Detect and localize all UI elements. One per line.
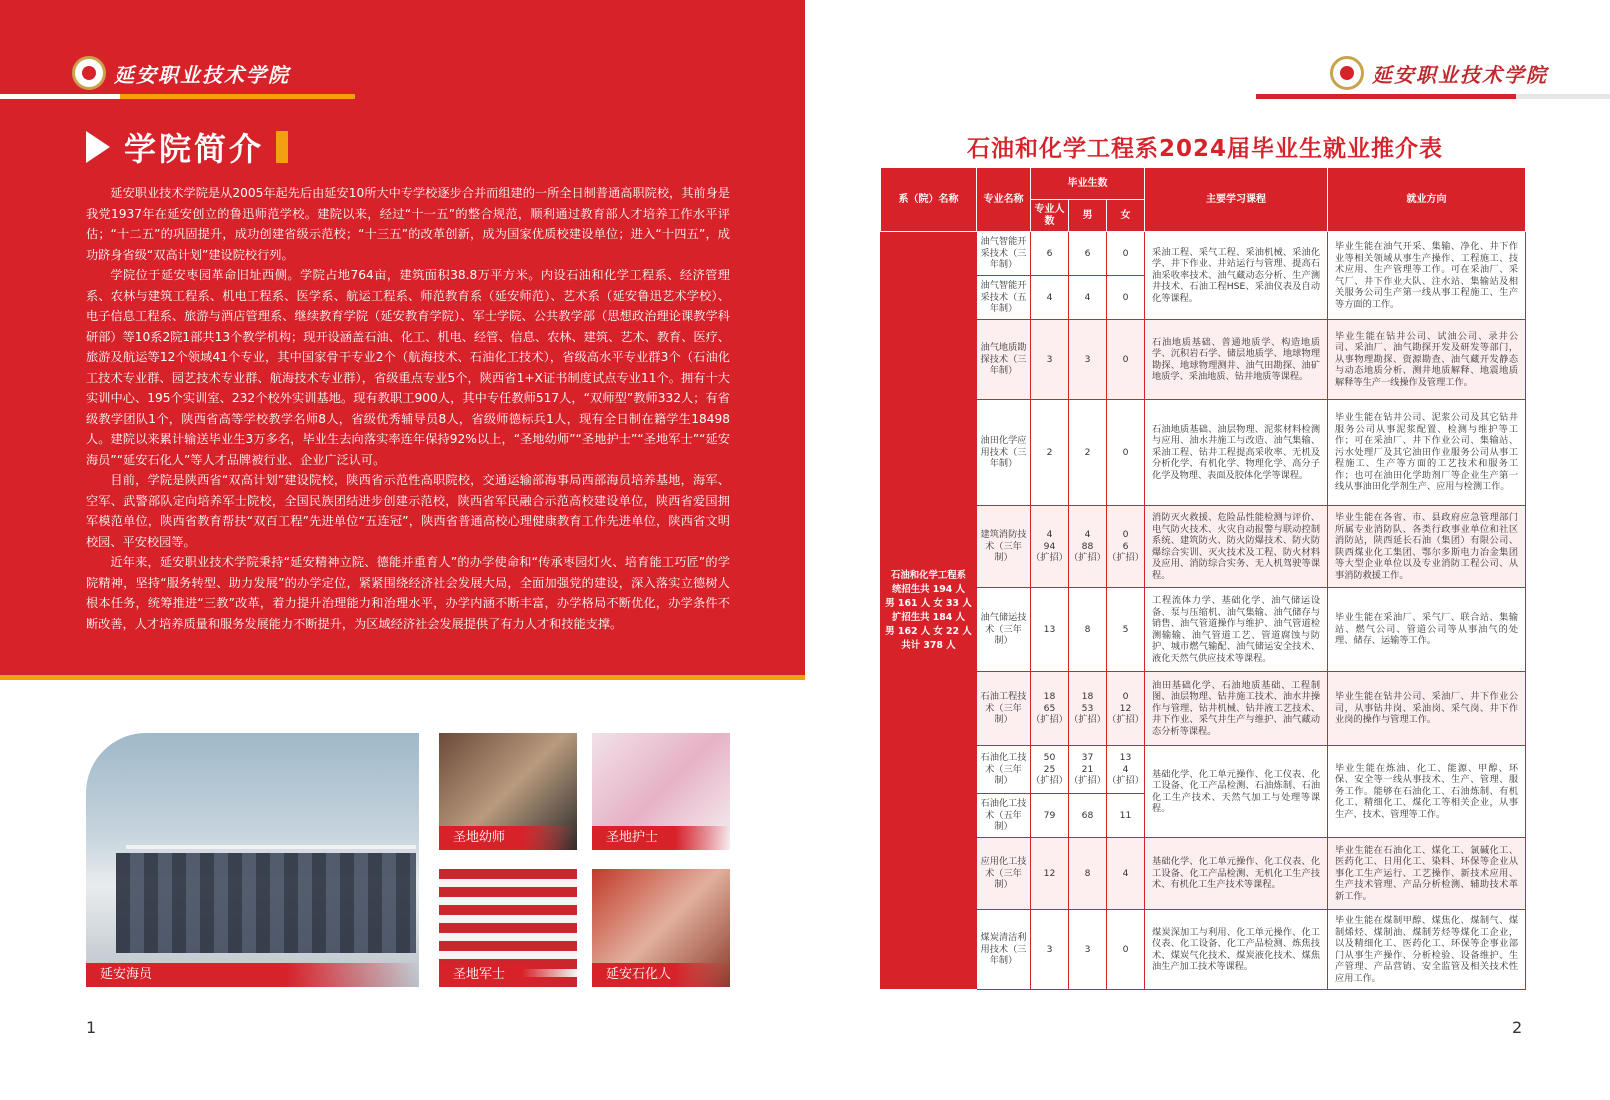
school-logo [72, 56, 290, 90]
male-count: 3 [1069, 910, 1107, 990]
courses-cell: 工程流体力学、基础化学、油气储运设备、泵与压缩机、油气集输、油气储存与销售、油气管道操作与维护、油气管道检测输输、油气管道工艺、管道腐蚀与防护、城市燃气输配、油气储运安全技术、液化天然气供应技术等课程。 [1145, 588, 1328, 672]
major-name: 油气智能开采技术（五年制） [977, 276, 1031, 320]
female-count: 5 [1107, 588, 1145, 672]
photo-petrochemical [592, 869, 730, 987]
header-rule [0, 94, 355, 99]
page-number: 1 [86, 1018, 97, 1037]
direction-cell: 毕业生能在石油化工、煤化工、氯碱化工、医药化工、日用化工、染料、环保等企业从事化工生产运行、工艺操作、新技术应用、生产技术管理、产品分析检测、辅助技术革新工作。 [1328, 838, 1526, 910]
header-dept: 系（院）名称 [881, 168, 977, 232]
total-count: 2 [1031, 400, 1069, 506]
table-title: 石油和化学工程系2024届毕业生就业推介表 [966, 136, 1443, 162]
school-seal-icon [72, 56, 106, 90]
title-accent-bar [276, 131, 288, 163]
crew-group [116, 853, 416, 953]
total-count: 4 [1031, 276, 1069, 320]
intro-paragraph: 学院位于延安枣园革命旧址西侧。学院占地764亩，建筑面积38.8万平方米。内设石油和化学工程系、经济管理系、农林与建筑工程系、机电工程系、医学系、航运工程系、师范教育系（延安师范）、艺术系（延安鲁迅艺术学校）、电子信息工程系、旅游与酒店管理系、继续教育学院（延安教育学院）、军士学院、公共教学部（思想政治理论课教学科研部）等10系2院1部共13个教学机构；现开设涵盖石油、化工、机电、经管、信息、农林、建筑、艺术、教育、医疗、旅游及航运等12个领域41个专业，其中国家骨干专业2个（航海技术、石油化工技术），省级高水平专业群3个（石油化工技术专业群、园艺技术专业群、航海技术专业群），省级重点专业5个，陕西省1+X证书制度试点专业11个。拥有十大实训中心、195个实训室、232个校外实训基地。现有教职工900人，其中专任教师517人，“双师型”教师332人；有省级教学团队1个，陕西省高等学校教学名师8人，省级优秀辅导员8人，省级师德标兵1人，现有全日制在籍学生18498人。建院以来累计输送毕业生3万多名，毕业生去向落实率连年保持92%以上，“圣地幼师”“圣地护士”“圣地军士”“延安海员”“延安石化人”等人才品牌被行业、企业广泛认可。 [86, 268, 730, 467]
major-name: 石油工程技术（三年制） [977, 672, 1031, 746]
department-line: 男 162 人 女 22 人 [885, 625, 972, 637]
major-name: 油气智能开采技术（三年制） [977, 232, 1031, 276]
photo-seafarers [86, 733, 419, 987]
total-count: 3 [1031, 910, 1069, 990]
courses-cell: 基础化学、化工单元操作、化工仪表、化工设备、化工产品检测、石油炼制、石油化工生产技术、天然气加工与处理等课程。 [1145, 746, 1328, 838]
female-count: 0 [1107, 276, 1145, 320]
school-name: 延安职业技术学院 [114, 62, 290, 87]
header-major: 专业名称 [977, 168, 1031, 232]
photo-soldiers [439, 869, 577, 987]
male-count: 18 53 （扩招） [1069, 672, 1107, 746]
female-count: 13 4 （扩招） [1107, 746, 1145, 794]
female-count: 0 [1107, 400, 1145, 506]
female-count: 0 [1107, 232, 1145, 276]
total-count: 12 [1031, 838, 1069, 910]
female-count: 0 6 （扩招） [1107, 506, 1145, 588]
department-cell [881, 232, 977, 990]
courses-cell: 煤炭深加工与利用、化工单元操作、化工仪表、化工设备、化工产品检测、炼焦技术、煤炭气化技术、煤炭液化技术、煤焦油生产加工技术等课程。 [1145, 910, 1328, 990]
direction-cell: 毕业生能在煤制甲醇、煤焦化、煤制气、煤制烯烃、煤制油、煤制芳烃等煤化工企业，以及精细化工、医药化工、环保等企事业部门从事生产操作、分析检验、设备维护、生产管理、产品营销、安全监管及相关技术性应用工作。 [1328, 910, 1526, 990]
major-name: 油田化学应用技术（三年制） [977, 400, 1031, 506]
male-count: 8 [1069, 838, 1107, 910]
male-count: 4 88 （扩招） [1069, 506, 1107, 588]
department-line: 扩招生共 184 人 [892, 611, 965, 623]
male-count: 2 [1069, 400, 1107, 506]
department-line: 统招生共 194 人 [892, 583, 965, 595]
male-count: 6 [1069, 232, 1107, 276]
male-count: 37 21 （扩招） [1069, 746, 1107, 794]
female-count: 0 [1107, 320, 1145, 400]
major-name: 石油化工技术（五年制） [977, 794, 1031, 838]
play-arrow-icon [86, 131, 110, 163]
header-female: 女 [1107, 200, 1145, 232]
courses-cell: 石油地质基础、普通地质学、构造地质学、沉积岩石学、储层地质学、地球物理勘探、地球物理测井、油气田勘探、油矿地质学、采油地质、钻井地质等课程。 [1145, 320, 1328, 400]
female-count: 0 [1107, 910, 1145, 990]
department-line: 共计 378 人 [901, 639, 956, 651]
header-male: 男 [1069, 200, 1107, 232]
photo-caption: 延安海员 [86, 963, 419, 987]
courses-cell: 采油工程、采气工程、采油机械、采油化学、井下作业、井站运行与管理、提高石油采收率技术、油气藏动态分析、生产测井技术、石油工程HSE、采油仪表及自动化等课程。 [1145, 232, 1328, 320]
intro-text [86, 183, 730, 634]
male-count: 8 [1069, 588, 1107, 672]
intro-paragraph: 目前，学院是陕西省“双高计划”建设院校，陕西省示范性高职院校，交通运输部海事局西部海员培养基地，海军、空军、武警部队定向培养军士院校，全国民族团结进步创建示范校，陕西省军民融合示范高校建设单位，陕西省爱国拥军模范单位，陕西省教育帮扶“双百工程”先进单位“五连冠”，陕西省普通高校心理健康教育工作先进单位，陕西省文明校园、平安校园等。 [86, 473, 730, 549]
female-count: 11 [1107, 794, 1145, 838]
header-courses: 主要学习课程 [1145, 168, 1328, 232]
intro-paragraph: 近年来，延安职业技术学院秉持“延安精神立院、德能并重育人”的办学使命和“传承枣园灯火、培育能工巧匠”的学院精神，坚持“服务转型、助力发展”的办学定位，紧紧围绕经济社会发展大局，全面加强党的建设，深入落实立德树人根本任务，统筹推进“三教”改革，着力提升治理能力和治理水平，办学内涵不断丰富，办学格局不断优化，办学条件不断改善，人才培养质量和服务发展能力不断提升，为区域经济社会发展提供了有力人才和技能支撑。 [86, 555, 730, 631]
total-count: 79 [1031, 794, 1069, 838]
major-name: 煤炭清洁利用技术（三年制） [977, 910, 1031, 990]
gold-stripe [0, 675, 805, 680]
female-count: 0 12 （扩招） [1107, 672, 1145, 746]
total-count: 18 65 （扩招） [1031, 672, 1069, 746]
intro-paragraph: 延安职业技术学院是从2005年起先后由延安10所大中专学校逐步合并而组建的一所全日制普通高职院校，其前身是我党1937年在延安创立的鲁迅师范学校。建院以来，经过“十一五”的整合规范，顺利通过教育部人才培养工作水平评估；“十二五”的巩固提升，成功创建省级示范校；“十三五”的改革创新，成为国家优质校建设单位；进入“十四五”，成功跻身省级“双高计划”建设院校行列。 [86, 186, 730, 262]
department-line: 石油和化学工程系 [890, 569, 966, 581]
page-number: 2 [1512, 1018, 1523, 1037]
male-count: 68 [1069, 794, 1107, 838]
photo-caption: 延安石化人 [592, 963, 730, 987]
total-count: 4 94 （扩招） [1031, 506, 1069, 588]
courses-cell: 基础化学、化工单元操作、化工仪表、化工设备、化工产品检测、无机化工生产技术、有机化工生产技术等课程。 [1145, 838, 1328, 910]
photo-nurses [592, 733, 730, 850]
header-total: 专业人数 [1031, 200, 1069, 232]
direction-cell: 毕业生能在油气开采、集输、净化、井下作业等相关领域从事生产操作、工程施工、技术应用、生产管理等工作。可在采油厂、采气厂、井下作业大队、注水站、集输站及相关服务公司生产第一线从事工程施工、生产等方面的工作。 [1328, 232, 1526, 320]
total-count: 50 25 （扩招） [1031, 746, 1069, 794]
total-count: 6 [1031, 232, 1069, 276]
photo-teachers [439, 733, 577, 850]
male-count: 4 [1069, 276, 1107, 320]
header-rule [1256, 94, 1610, 99]
photo-caption: 圣地军士 [439, 963, 577, 987]
direction-cell: 毕业生能在采油厂、采气厂、联合站、集输站、燃气公司、管道公司等从事油气的处理、储存、运输等工作。 [1328, 588, 1526, 672]
header-grads: 毕业生数 [1031, 168, 1145, 200]
photo-caption: 圣地护士 [592, 826, 730, 850]
school-seal-icon [1330, 56, 1364, 90]
school-name: 延安职业技术学院 [1372, 62, 1548, 87]
courses-cell: 油田基础化学、石油地质基础、工程制图、油层物理、钻井施工技术、油水井操作与管理、钻井机械、钻井液工艺技术、井下作业、采气井生产与维护、油气藏动态分析等课程。 [1145, 672, 1328, 746]
direction-cell: 毕业生能在各省、市、县政府应急管理部门所属专业消防队、各类行政事业单位和社区消防站，陕西延长石油（集团）有限公司、陕西煤业化工集团、鄂尔多斯电力冶金集团等大型企业单位以及专业消防工程公司、从事消防救援工作。 [1328, 506, 1526, 588]
direction-cell: 毕业生能在炼油、化工、能源、甲醇、环保、安全等一线从事技术、生产、管理、服务工作。能够在石油化工、石油炼制、有机化工、精细化工、煤化工等相关企业，从事生产、技术、管理等工作。 [1328, 746, 1526, 838]
header-direction: 就业方向 [1328, 168, 1526, 232]
direction-cell: 毕业生能在钻井公司、试油公司、录井公司、采油厂、油气勘探开发及研发等部门，从事物理勘探、资源勘查、油气藏开发静态与动态地质分析、测井地质解释、地震地质解释等生产一线操作及管理工作。 [1328, 320, 1526, 400]
major-name: 建筑消防技术（三年制） [977, 506, 1031, 588]
female-count: 4 [1107, 838, 1145, 910]
section-title: 学院简介 [124, 130, 265, 168]
total-count: 13 [1031, 588, 1069, 672]
direction-cell: 毕业生能在钻井公司、泥浆公司及其它钻井服务公司从事泥浆配置、检测与维护等工作；可在采油厂、井下作业公司、集输站、污水处理厂及其它油田作业服务公司从事工程施工、生产等方面的工艺技术和服务工作；也可在油田化学助剂厂等企业生产第一线从事油田化学剂生产、应用与检测工作。 [1328, 400, 1526, 506]
employment-table [880, 167, 1526, 990]
major-name: 油气地质勘探技术（三年制） [977, 320, 1031, 400]
school-logo [1330, 56, 1548, 90]
courses-cell: 消防灭火救援、危险品性能检测与评价、电气防火技术、火灾自动报警与联动控制系统、建筑防火、防火防爆技术、防火防爆综合实训、灭火技术及工程、防火材料及应用、消防综合实务、无人机驾驶等课程。 [1145, 506, 1328, 588]
total-count: 3 [1031, 320, 1069, 400]
direction-cell: 毕业生能在钻井公司、采油厂、井下作业公司，从事钻井岗、采油岗、采气岗、井下作业岗的操作与管理工作。 [1328, 672, 1526, 746]
major-name: 应用化工技术（三年制） [977, 838, 1031, 910]
photo-caption: 圣地幼师 [439, 826, 577, 850]
courses-cell: 石油地质基础、油层物理、泥浆材料检测与应用、油水井施工与改造、油气集输、采油工程、钻井工程提高采收率、无机及分析化学、有机化学、物理化学、高分子化学及物理、表面及胶体化学等课程。 [1145, 400, 1328, 506]
major-name: 石油化工技术（三年制） [977, 746, 1031, 794]
major-name: 油气储运技术（三年制） [977, 588, 1031, 672]
ship-rail [126, 845, 416, 849]
section-heading [86, 124, 288, 170]
department-line: 男 161 人 女 33 人 [885, 597, 972, 609]
male-count: 3 [1069, 320, 1107, 400]
